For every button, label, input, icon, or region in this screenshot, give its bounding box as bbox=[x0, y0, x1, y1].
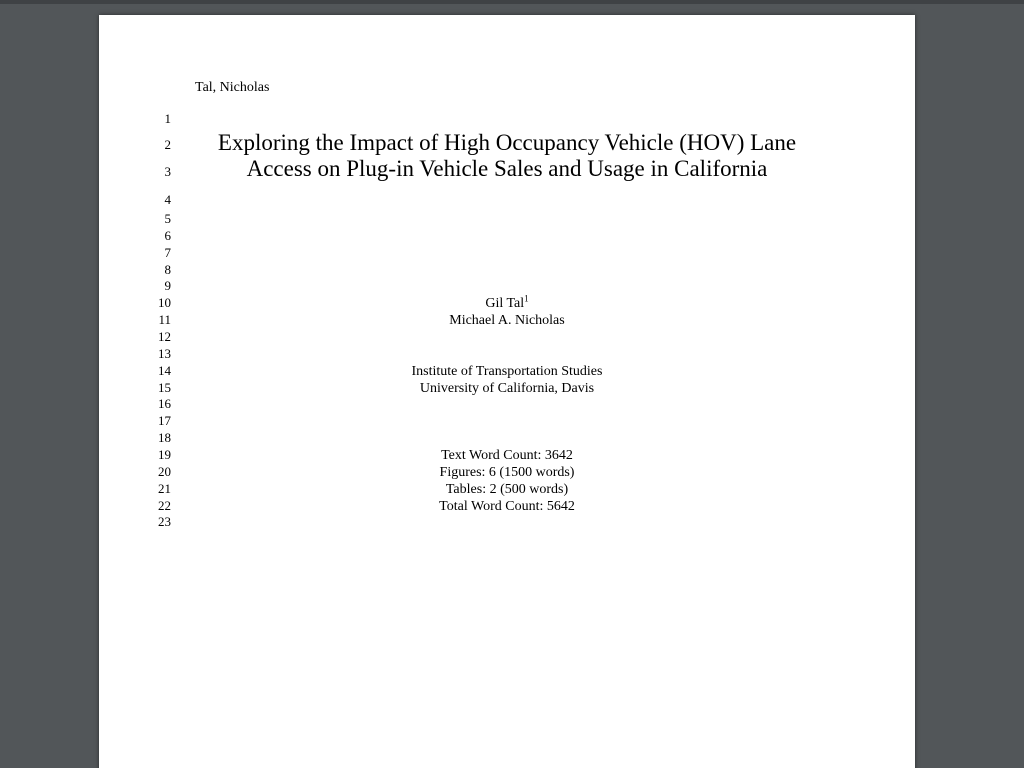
line-number: 4 bbox=[164, 192, 171, 207]
line-number: 10 bbox=[158, 295, 171, 310]
text-word-count: Text Word Count: 3642 bbox=[441, 448, 573, 463]
running-head: Tal, Nicholas bbox=[195, 80, 270, 95]
line-number: 17 bbox=[158, 413, 171, 428]
line-number: 6 bbox=[164, 228, 171, 243]
affiliation-line-1: Institute of Transportation Studies bbox=[411, 364, 603, 379]
line-number: 19 bbox=[158, 447, 171, 462]
figures-count: Figures: 6 (1500 words) bbox=[439, 465, 575, 480]
paper-title-line-2: Access on Plug-in Vehicle Sales and Usage in California bbox=[246, 156, 768, 181]
line-number: 14 bbox=[158, 363, 171, 378]
line-number: 18 bbox=[158, 430, 171, 445]
line-number: 21 bbox=[158, 481, 171, 496]
viewer-toolbar-edge bbox=[0, 0, 1024, 4]
line-number: 8 bbox=[164, 262, 171, 277]
paper-title-line-1: Exploring the Impact of High Occupancy Vehicle (HOV) Lane bbox=[217, 130, 797, 155]
total-word-count: Total Word Count: 5642 bbox=[439, 499, 575, 514]
affiliation-line-2: University of California, Davis bbox=[419, 381, 595, 396]
line-number: 20 bbox=[158, 464, 171, 479]
line-number: 9 bbox=[164, 278, 171, 293]
line-number: 23 bbox=[158, 514, 171, 529]
line-number: 3 bbox=[164, 164, 171, 179]
line-number: 13 bbox=[158, 346, 171, 361]
footnote-marker: 1 bbox=[524, 293, 529, 304]
line-number: 5 bbox=[164, 211, 171, 226]
line-number: 7 bbox=[164, 245, 171, 260]
line-number: 15 bbox=[158, 380, 171, 395]
line-number: 2 bbox=[164, 137, 171, 152]
line-number: 11 bbox=[158, 312, 171, 327]
line-number: 1 bbox=[164, 111, 171, 126]
line-number: 22 bbox=[158, 498, 171, 513]
line-number: 12 bbox=[158, 329, 171, 344]
author-1 bbox=[289, 295, 725, 312]
pdf-page bbox=[99, 15, 915, 768]
author-2: Michael A. Nicholas bbox=[449, 313, 565, 328]
tables-count: Tables: 2 (500 words) bbox=[445, 482, 569, 497]
line-number: 16 bbox=[158, 396, 171, 411]
author-1-name: Gil Tal bbox=[485, 296, 525, 311]
